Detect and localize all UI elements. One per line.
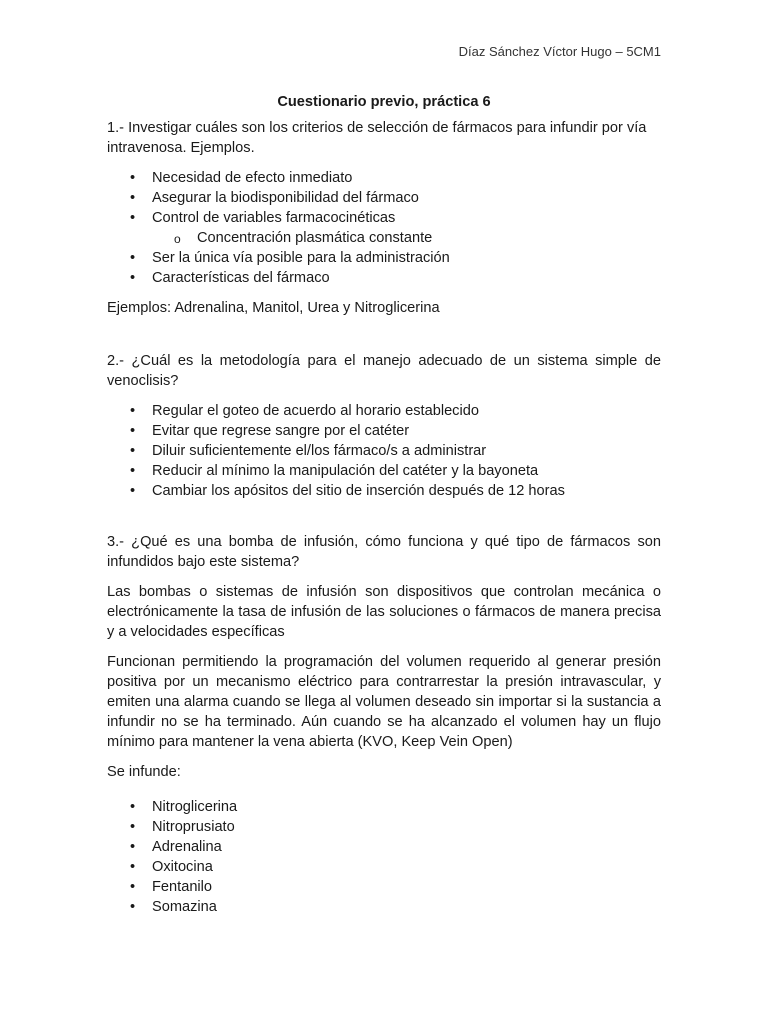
author-header: Díaz Sánchez Víctor Hugo – 5CM1 — [458, 44, 661, 59]
q1-sub-list — [107, 228, 661, 248]
list-item — [107, 168, 661, 188]
document-title: Cuestionario previo, práctica 6 — [277, 94, 491, 110]
q1-criteria-list-continued — [107, 248, 661, 288]
list-item-text: Cambiar los apósitos del sitio de inserción después de 12 horas — [152, 483, 565, 499]
bullet-icon: • — [130, 483, 136, 499]
question-2: 2.- ¿Cuál es la metodología para el manejo adecuado de un sistema simple de venoclisis? — [107, 353, 661, 389]
list-item — [107, 837, 661, 857]
q1-examples: Ejemplos: Adrenalina, Manitol, Urea y Nitroglicerina — [107, 300, 440, 316]
document-body — [107, 92, 661, 917]
bullet-icon: • — [130, 799, 136, 815]
list-item-text: Oxitocina — [152, 859, 213, 875]
bullet-icon: • — [130, 859, 136, 875]
bullet-icon: • — [130, 210, 136, 226]
list-item-text: Características del fármaco — [152, 270, 330, 286]
list-item-text: Somazina — [152, 899, 217, 915]
bullet-icon: • — [130, 270, 136, 286]
q1-criteria-list — [107, 168, 661, 228]
list-item-text: Nitroprusiato — [152, 819, 235, 835]
list-item — [107, 857, 661, 877]
bullet-icon: • — [130, 899, 136, 915]
bullet-icon: • — [130, 879, 136, 895]
bullet-icon: • — [130, 463, 136, 479]
bullet-icon: • — [130, 839, 136, 855]
list-item — [107, 481, 661, 501]
q2-method-list — [107, 401, 661, 501]
list-item-text: Evitar que regrese sangre por el catéter — [152, 423, 410, 439]
bullet-icon: • — [130, 250, 136, 266]
list-item — [107, 401, 661, 421]
list-item-text: Diluir suficientemente el/los fármaco/s a administrar — [152, 443, 487, 459]
list-item-text: Regular el goteo de acuerdo al horario establecido — [152, 403, 479, 419]
list-item — [107, 877, 661, 897]
list-item — [107, 441, 661, 461]
list-item-text: Necesidad de efecto inmediato — [152, 170, 353, 186]
list-item — [107, 188, 661, 208]
q3-paragraph-2: Funcionan permitiendo la programación del volumen requerido al generar presión positiva por un mecanismo eléctrico para contrarrestar la presión intravascular, y emiten una alarma cuando se llega al volumen deseado sin importar si la sustancia a infundir no se ha terminado. Aún cuando se ha alcanzado el volumen hay un flujo mínimo para mantener la vena abierta (KVO, Keep Vein Open) — [107, 654, 661, 750]
bullet-icon: • — [130, 423, 136, 439]
bullet-icon: • — [130, 170, 136, 186]
sub-list-item-text: Concentración plasmática constante — [197, 230, 433, 246]
list-item-text: Nitroglicerina — [152, 799, 238, 815]
sub-list-item — [107, 228, 661, 248]
list-item — [107, 248, 661, 268]
list-item — [107, 208, 661, 228]
bullet-icon: • — [130, 819, 136, 835]
list-item — [107, 461, 661, 481]
bullet-icon: • — [130, 403, 136, 419]
list-item — [107, 817, 661, 837]
q3-list-intro: Se infunde: — [107, 764, 181, 780]
bullet-icon: • — [130, 190, 136, 206]
list-item — [107, 797, 661, 817]
list-item-text: Control de variables farmacocinéticas — [152, 210, 396, 226]
question-3: 3.- ¿Qué es una bomba de infusión, cómo funciona y qué tipo de fármacos son infundidos bajo este sistema? — [107, 534, 661, 570]
list-item-text: Ser la única vía posible para la administración — [152, 250, 450, 266]
list-item — [107, 268, 661, 288]
circle-bullet-icon: o — [174, 232, 181, 246]
list-item-text: Fentanilo — [152, 879, 213, 895]
q3-paragraph-1: Las bombas o sistemas de infusión son dispositivos que controlan mecánica o electrónicamente la tasa de infusión de las soluciones o fármacos de manera precisa y a velocidades específicas — [107, 584, 661, 640]
list-item-text: Adrenalina — [152, 839, 222, 855]
list-item — [107, 421, 661, 441]
bullet-icon: • — [130, 443, 136, 459]
list-item-text: Asegurar la biodisponibilidad del fármaco — [152, 190, 419, 206]
list-item-text: Reducir al mínimo la manipulación del catéter y la bayoneta — [152, 463, 539, 479]
q3-drug-list — [107, 797, 661, 917]
list-item — [107, 897, 661, 917]
question-1: 1.- Investigar cuáles son los criterios de selección de fármacos para infundir por vía intravenosa. Ejemplos. — [107, 120, 647, 156]
